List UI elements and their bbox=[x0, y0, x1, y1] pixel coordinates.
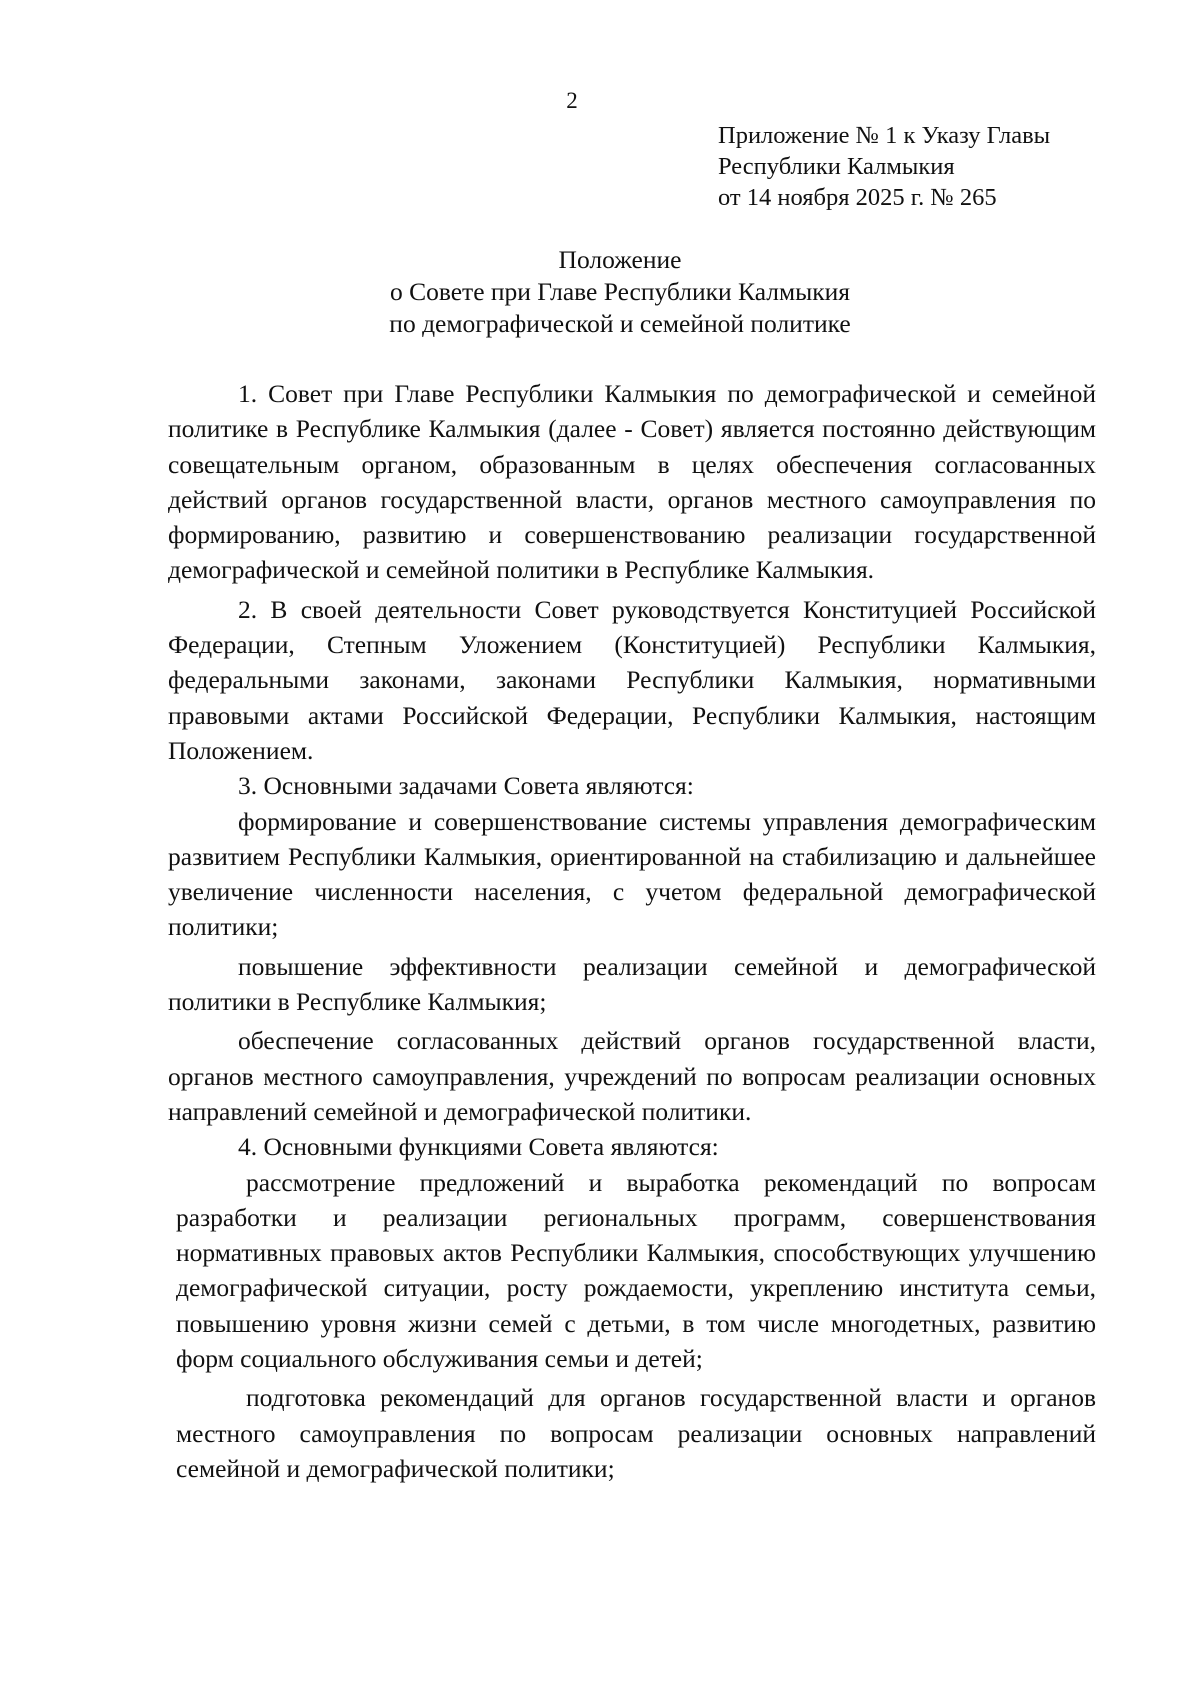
title-line: о Совете при Главе Республики Калмыкия bbox=[389, 277, 851, 306]
annex-line: Приложение № 1 к Указу Главы bbox=[718, 122, 1051, 149]
annex-line: от 14 ноября 2025 г. № 265 bbox=[718, 184, 997, 211]
annex-line: Республики Калмыкия bbox=[718, 153, 955, 180]
document-body bbox=[168, 376, 1096, 1486]
title-line: по демографической и семейной политике bbox=[389, 309, 851, 338]
paragraph: повышение эффективности реализации семейной и демографической политики в Республике Калмыкия; bbox=[168, 951, 1096, 1017]
page-number: 2 bbox=[566, 88, 578, 113]
paragraph: 4. Основными функциями Совета являются: bbox=[238, 1132, 719, 1162]
paragraph: 1. Совет при Главе Республики Калмыкия по демографической и семейной политике в Республике Калмыкия (далее - Совет) является постоянно действующим совещательным органом, образованным в целях обеспечения согласованных действий органов государственной власти, органов местного самоуправления по формированию, развитию и совершенствованию реализации государственной демографической и семейной политики в Республике Калмыкия. bbox=[168, 379, 1096, 585]
paragraph: 2. В своей деятельности Совет руководствуется Конституцией Российской Федерации, Степным Уложением (Конституцией) Республики Калмыкия, федеральными законами, законами Республики Калмыкия, нормативными правовыми актами Российской Федерации, Республики Калмыкия, настоящим Положением. bbox=[168, 594, 1096, 765]
paragraph: рассмотрение предложений и выработка рекомендаций по вопросам разработки и реализации региональных программ, совершенствования нормативных правовых актов Республики Калмыкия, способствующих улучшению демографической ситуации, росту рождаемости, укреплению института семьи, повышению уровня жизни семей с детьми, в том числе многодетных, развитию форм социального обслуживания семьи и детей; bbox=[176, 1167, 1096, 1374]
paragraph: 3. Основными задачами Совета являются: bbox=[238, 771, 694, 801]
paragraph: формирование и совершенствование системы управления демографическим развитием Республики Калмыкия, ориентированной на стабилизацию и дальнейшее увеличение численности населения, с учетом федеральной демографической политики; bbox=[168, 806, 1096, 942]
document-title bbox=[0, 244, 1200, 340]
title-line: Положение bbox=[558, 245, 682, 274]
paragraph: обеспечение согласованных действий органов государственной власти, органов местного самоуправления, учреждений по вопросам реализации основных направлений семейной и демографической политики. bbox=[168, 1026, 1096, 1126]
paragraph: подготовка рекомендаций для органов государственной власти и органов местного самоуправления по вопросам реализации основных направлений семейной и демографической политики; bbox=[176, 1383, 1096, 1483]
annex-header bbox=[718, 120, 1050, 213]
